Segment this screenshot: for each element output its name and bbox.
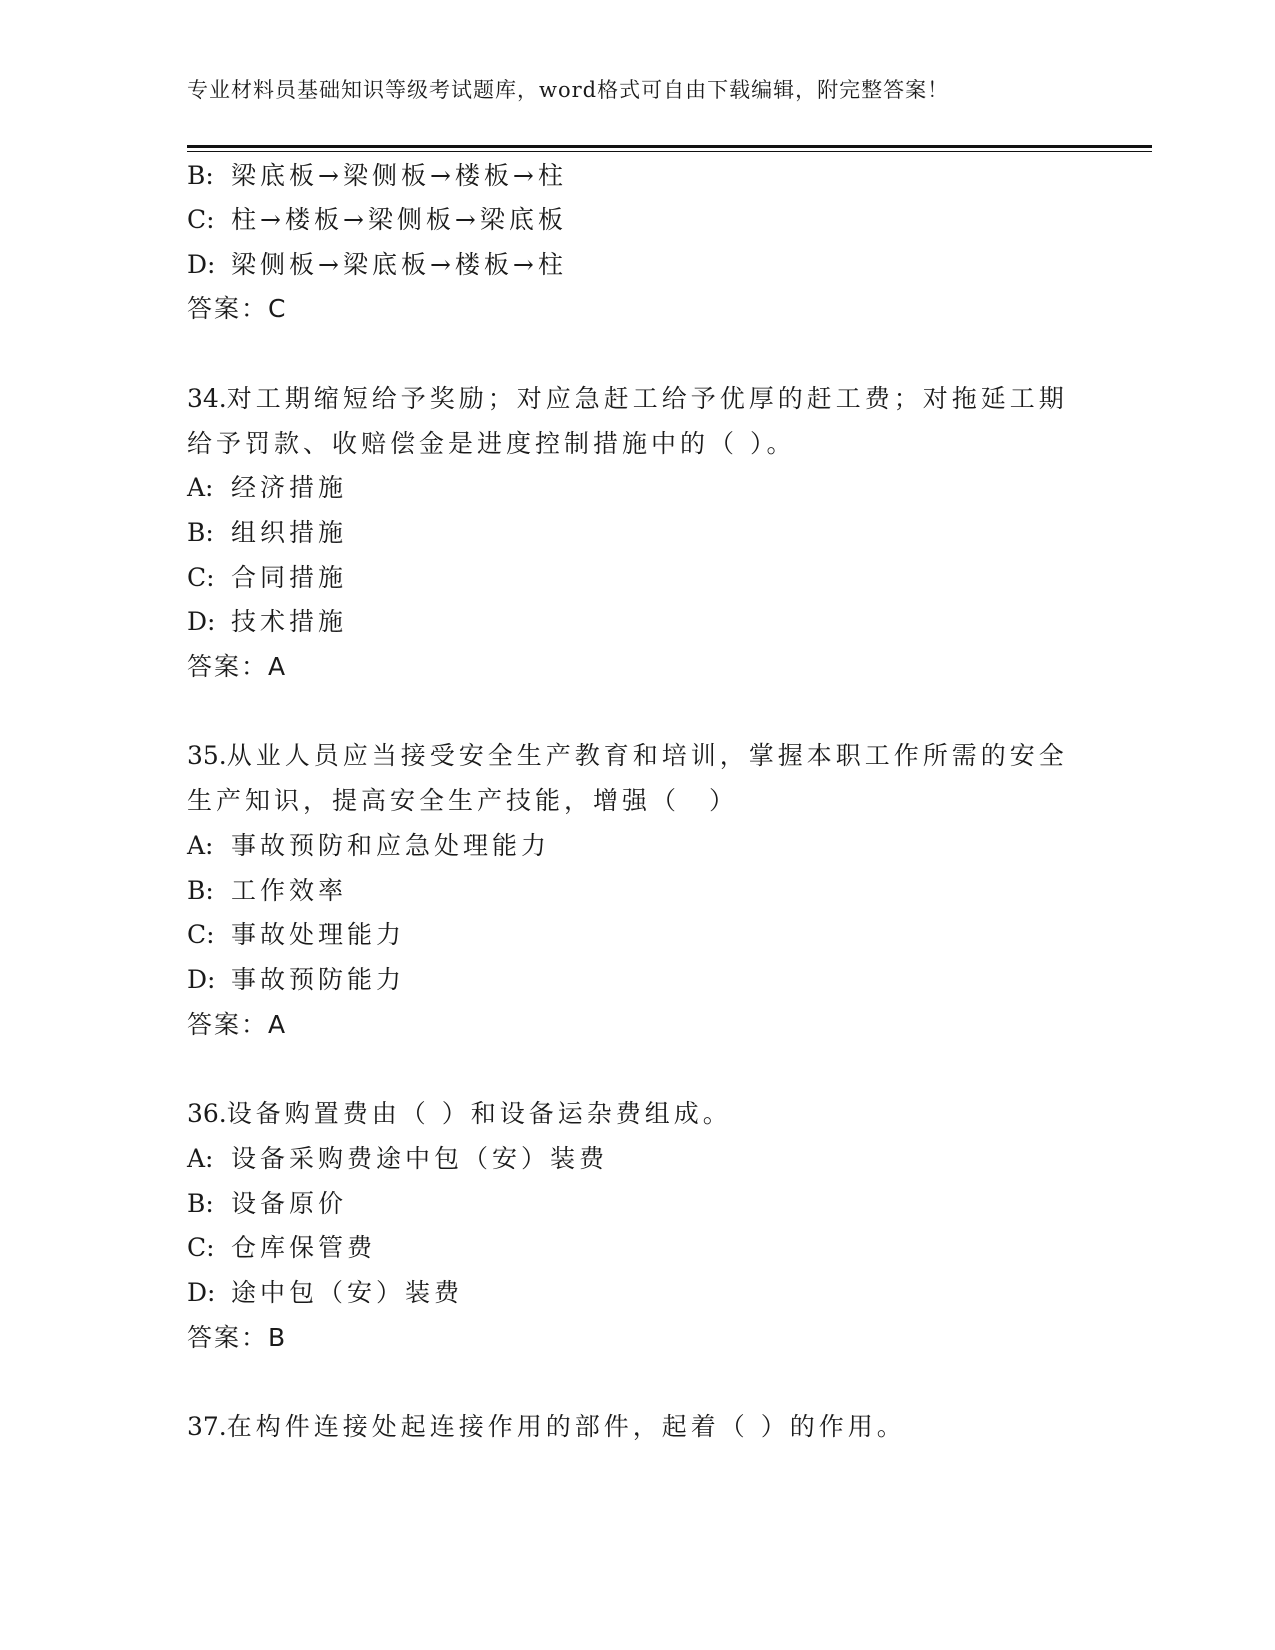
q36-answer: 答案：B bbox=[187, 1323, 288, 1352]
option-letter: A: bbox=[187, 1144, 214, 1173]
q34-option-b bbox=[187, 516, 347, 550]
option-letter: D: bbox=[187, 965, 216, 994]
q35-option-c bbox=[187, 918, 405, 952]
q36-option-c bbox=[187, 1231, 376, 1265]
q35-option-a bbox=[187, 829, 550, 863]
q36-option-b bbox=[187, 1187, 347, 1221]
option-text: 梁侧板→梁底板→楼板→柱 bbox=[231, 250, 567, 279]
question-text: 对工期缩短给予奖励；对应急赶工给予优厚的赶工费；对拖延工期 bbox=[226, 384, 1068, 413]
q33-option-b bbox=[187, 159, 567, 193]
option-letter: B: bbox=[187, 876, 214, 905]
option-text: 工作效率 bbox=[231, 876, 348, 905]
option-letter: B: bbox=[187, 518, 214, 547]
option-letter: C: bbox=[187, 1233, 215, 1262]
option-text: 柱→楼板→梁侧板→梁底板 bbox=[231, 205, 567, 234]
q36-option-a bbox=[187, 1142, 608, 1176]
q37-stem-line1 bbox=[187, 1410, 906, 1444]
option-letter: A: bbox=[187, 831, 214, 860]
option-text: 组织措施 bbox=[231, 518, 348, 547]
question-number: 36. bbox=[187, 1099, 227, 1128]
q34-option-d bbox=[187, 605, 347, 639]
q35-stem-line2: 生产知识，提高安全生产技能，增强（ ） bbox=[187, 786, 739, 815]
option-letter: C: bbox=[187, 205, 215, 234]
option-text: 梁底板→梁侧板→楼板→柱 bbox=[231, 161, 567, 190]
q33-option-c bbox=[187, 203, 567, 237]
option-text: 合同措施 bbox=[231, 563, 348, 592]
document-header: 专业材料员基础知识等级考试题库，word格式可自由下载编辑，附完整答案！ bbox=[187, 78, 950, 102]
question-text: 设备购置费由（ ）和设备运杂费组成。 bbox=[226, 1099, 732, 1128]
q36-stem-line1 bbox=[187, 1097, 732, 1131]
header-rule-thick bbox=[187, 145, 1152, 148]
q34-stem-line2: 给予罚款、收赔偿金是进度控制措施中的（ ）。 bbox=[187, 429, 796, 458]
option-text: 仓库保管费 bbox=[231, 1233, 377, 1262]
option-letter: A: bbox=[187, 473, 214, 502]
q34-stem-line1 bbox=[187, 382, 1068, 416]
question-number: 34. bbox=[187, 384, 227, 413]
q35-option-d bbox=[187, 963, 405, 997]
header-rule-thin bbox=[187, 151, 1152, 152]
q35-answer: 答案：A bbox=[187, 1010, 288, 1039]
q33-option-d bbox=[187, 248, 567, 282]
q34-answer: 答案：A bbox=[187, 652, 288, 681]
option-letter: B: bbox=[187, 161, 214, 190]
option-letter: B: bbox=[187, 1189, 214, 1218]
option-text: 事故预防能力 bbox=[231, 965, 406, 994]
q35-option-b bbox=[187, 874, 347, 908]
option-letter: D: bbox=[187, 1278, 216, 1307]
option-letter: D: bbox=[187, 250, 216, 279]
question-number: 35. bbox=[187, 741, 227, 770]
option-letter: C: bbox=[187, 563, 215, 592]
option-text: 经济措施 bbox=[231, 473, 348, 502]
q33-answer: 答案：C bbox=[187, 294, 288, 323]
option-text: 事故预防和应急处理能力 bbox=[231, 831, 551, 860]
q34-option-c bbox=[187, 561, 347, 595]
option-letter: D: bbox=[187, 607, 216, 636]
option-text: 事故处理能力 bbox=[231, 920, 406, 949]
q34-option-a bbox=[187, 471, 347, 505]
question-number: 37. bbox=[187, 1412, 227, 1441]
option-text: 设备采购费途中包（安）装费 bbox=[231, 1144, 609, 1173]
question-text: 在构件连接处起连接作用的部件，起着（ ）的作用。 bbox=[226, 1412, 906, 1441]
option-text: 设备原价 bbox=[231, 1189, 348, 1218]
option-text: 途中包（安）装费 bbox=[231, 1278, 464, 1307]
option-text: 技术措施 bbox=[231, 607, 348, 636]
option-letter: C: bbox=[187, 920, 215, 949]
question-text: 从业人员应当接受安全生产教育和培训，掌握本职工作所需的安全 bbox=[226, 741, 1068, 770]
q35-stem-line1 bbox=[187, 739, 1068, 773]
q36-option-d bbox=[187, 1276, 463, 1310]
